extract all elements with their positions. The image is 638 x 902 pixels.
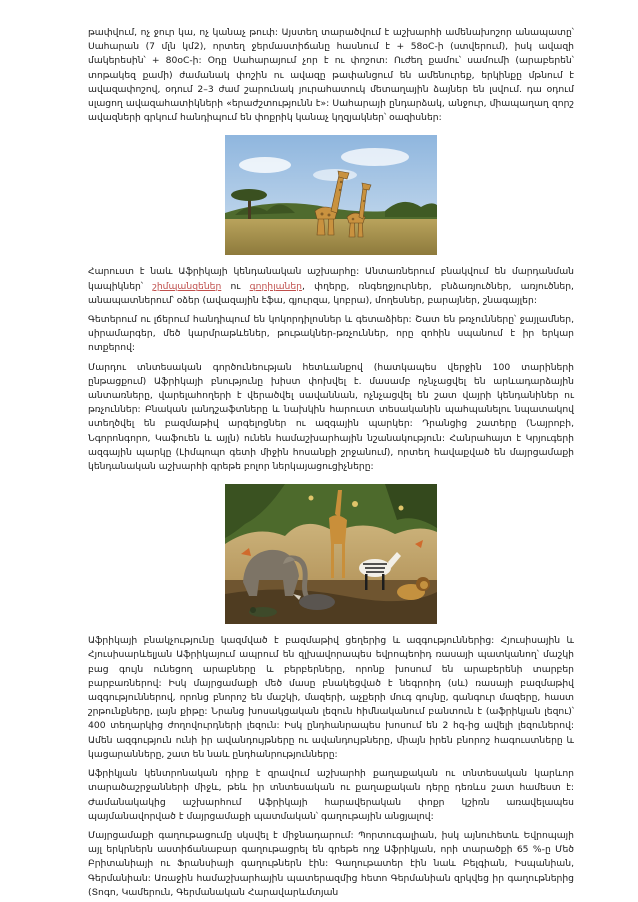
african-wildlife-collage-photo (225, 484, 437, 624)
link-gorillas[interactable]: գորիլաներ (249, 280, 303, 292)
paragraph-population: Աֆրիկայի բնակչությունը կազմված է բազմաթիվ ցեղերից և ազգություններից: Հյուսիսային և Հյուսիսարևելյան Աֆրիկայում ապրում են զլխավորապես եվրոպեոիդ ռասայի պատկանող՝ մաշկի բաց գույն ունեցող արաբները և բերբերները, որոնք խոսում են արաբերենի տարբեր բարբառներով: Իսկ մայրցամաքի մեծ մասը բնակեցված է նեգրոիդ (սև) ռասայի բազմաթիվ ազգություններով, որոնց բնորոշ են մաշկի, մազերի, աչքերի մուգ գույնը, գանգուր մազերը, հաստ շրթունքները, լայն քիթը: Նրանց խոսակցական լեզուն հիմնականում բանտուն է (աֆրիկյան լեզու)՝ 400 տեղարկից ժողովուրդների լեզուն: Իսկ ընդհանրապես խոսում են 2 հզ-ից ավելի լեզուներով: Ամեն ազգություն ունի իր ավանդույթները ու ավանդույթները, միայն իրեն բնորոշ հագուստները և կացարանները, շատ են նաև ընդհանրությունները: (88, 635, 574, 760)
paragraph-fauna: Հարուստ է նաև Աֆրիկայի կենդանական աշխարհը: Անտառներում բնակվում են մարդանման կապիկներ՝ շիմպանզեներ ու գորիլաներ, փղերը, ռնգեղջյուրներ, բնձառյուծներ, առյուծներ, անապատներում՝ օձեր (ավազային էֆա, գյուրզա, կոբրա), մողեսներ, բարայներ, շնագայլեր: (88, 266, 574, 306)
paragraph-sahara: թափվում, ոչ ջուր կա, ոչ կանաչ թուփ: Այստեղ տարածվում է աշխարհի ամենախոշոր անապատը՝ Սահարան (7 մլն կմ2), որտեղ ջերմաստիճանը հասնում է + 58oC-ի (ստվերում), իսկ ավազի մակերեսին՝ + 80oC-ի: Օդը Սահարայում չոր է ու փոշոտ: Ուժեղ քամու՝ սամումի (արաբերեն՝ տոթակեզ քամի) ժամանակ փոշին ու ավազը թափանցում են ամենուրեք, երկինքը մթնում է ավազափոշով, օդում 2–3 ժամ շարունակ յուրահատուկ մետաղային ձայներ են լսվում. դա օդում սլացող ավազահատիկների «երաժշտությունն է»: Սահարայի ընդարձակ, անջուր, միապաղաղ զորշ ավազների գրկում հանդիպում են փոքրիկ կանաչ կղզյակներ՝ օազիսներ: (88, 27, 574, 124)
paragraph-rivers-birds: Գետերում ու լճերում հանդիպում են կոկորդիլոսներ և գետաձիեր: Շատ են թռչունները՝ ջայլամներ, սիրամարգեր, մեծ կարմրաթևեներ, թութակներ-թռչուններ, որը զոհին սպանում է իր երկար ոտքերով: (88, 314, 574, 354)
figure-wildlife (88, 484, 574, 624)
paragraph-conservation: Մարդու տնտեսական գործունեության հետևանքով (հատկապես վերջին 100 տարիների ընթացքում) Աֆրիկայի բնությունը խիստ փոխվել է. մասամբ ոչնչացվել են արևադարձային անտառները, վարելահողերի է վերածվել սավաննան, ոչնչացվել են շատ վայրի կենդանիներ ու թռչուններ: Բնական լանդշաֆտները և նախկին հարուստ տեսականին պահպանելու նպատակով ստեղծվել են բազմաթիվ արգելոցներ ու ազգային պարկեր: Դրանցից շատերը (Նայրոբի, Նգորոնգորո, Կաֆուեն և այլն) ունեն համաշխարհային նշանակություն: Հանրահայտ է Կրյուգերի ազգային պարկը (Լիմպոպո գետի միջին հոսանքի շրջանում), որտեղ հավաքված են մայրցամաքի կենդանական աշխարհի գրեթե բոլոր ներկայացուցիչները: (88, 361, 574, 473)
savanna-giraffes-photo (225, 135, 437, 255)
paragraph-economy: Աֆրիկյան կենտրոնական դիրք է զրավում աշխարհի քաղաքական ու տնտեսական կարևոր տարածաշրջանների միջև, թեև իր տնտեսական ու քաղաքական դերը դեռևս շատ համեստ է: Ժամանակակից աշխարհում Աֆրիկայի հարավերական փոքր կշիռն առավելապես պայմանավորված է մայրցամաքի պատմական՝ գաղութային անցյալով: (88, 768, 574, 822)
paragraph-colonization: Մայրցամաքի գաղութացումը սկսվել է միջնադարում: Պորտուգալիան, իսկ այնուհետև Եվրոպայի այլ երկրներն աստիճանաբար գաղութացրել են գրեթե ողջ Աֆրիկյան, որի տարածքի 65 %-ը Մեծ Բրիտանիայի ու Ֆրանսիայի գաղութներն էին: Գաղութատեր էին նաև Բելգիան, Իսպանիան, Գերմանիան: Առաջին համաշխարհային պատերազմից հետո Գերմանիան զրկվեց իր գաղութներից (Տոգո, Կամերուն, Գերմանական Հարավարևմտյան (88, 829, 574, 898)
figure-giraffes (88, 135, 574, 255)
link-chimpanzees[interactable]: շիմպանզեներ (152, 280, 222, 292)
